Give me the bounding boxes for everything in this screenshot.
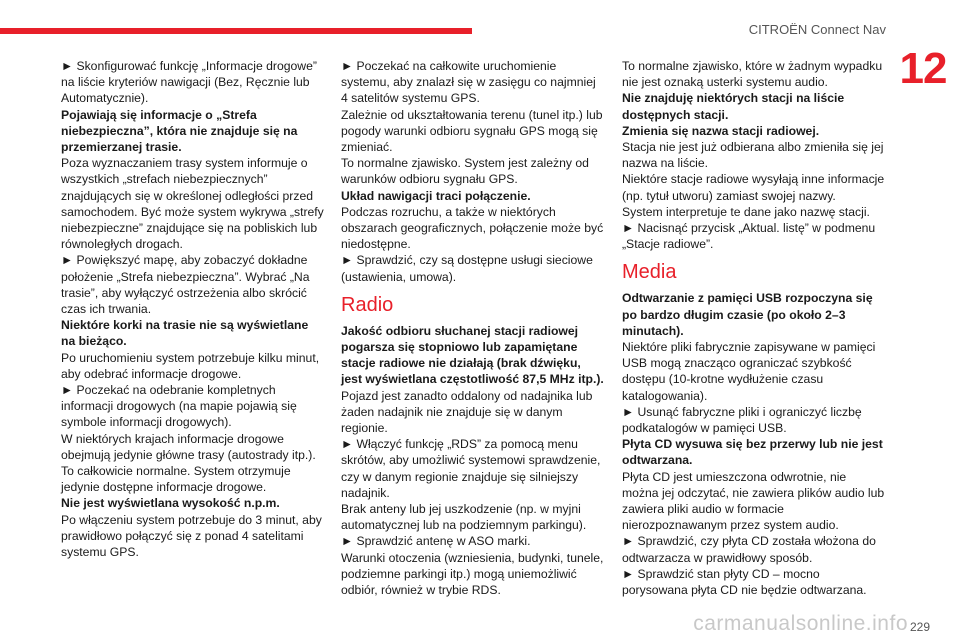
bold-heading-paragraph: Płyta CD wysuwa się bez przerwy lub nie jest odtwarzana. [622,437,883,468]
page-number: 229 [909,620,930,634]
section-heading-radio: Radio [341,293,394,316]
body-paragraph: ► Poczekać na odebranie kompletnych informacji drogowych (na mapie pojawią się symbole informacji drogowych). [61,383,297,430]
bold-heading-paragraph: Jakość odbioru słuchanej stacji radiowej pogarsza się stopniowo lub zapamiętane stacje radiowe nie działają (brak dźwięku, jest wyświetlana częstotliwość 87,5 MHz itp.). [341,323,604,387]
body-paragraph: To normalne zjawisko. System jest zależny od warunków odbioru sygnału GPS. [341,156,589,187]
watermark-text: carmanualsonline.info [693,612,908,635]
body-paragraph: Poza wyznaczaniem trasy system informuje o wszystkich „strefach niebezpiecznych” znajdujących się w określonej odległości przed samochodem. Być może system wykrywa „strefy niebezpieczne” znajdujące się na pobliskich lub równoległych drogach. [61,156,324,252]
body-paragraph: To normalne zjawisko, które w żadnym wypadku nie jest oznaką usterki systemu audio. [622,59,883,90]
bold-heading-paragraph: Odtwarzanie z pamięci USB rozpoczyna się po bardzo długim czasie (po około 2–3 minutach). [622,291,873,338]
body-paragraph: Stacja nie jest już odbierana albo zmieniła się jej nazwa na liście. [622,140,884,171]
body-paragraph: System interpretuje te dane jako nazwę stacji. [622,204,870,219]
body-paragraph: ► Włączyć funkcję „RDS” za pomocą menu skrótów, aby umożliwić systemowi sprawdzenie, czy w danym regionie znajduje się silniejszy nadajnik. [341,437,601,500]
body-paragraph: ► Sprawdzić antenę w ASO marki. [341,534,531,549]
bold-heading-paragraph: Układ nawigacji traci połączenie. [341,188,531,203]
column1-paragraphs [61,58,325,560]
body-paragraph: W niektórych krajach informacje drogowe obejmują jedynie główne trasy (autostrady itp.). [61,431,316,462]
body-paragraph: ► Sprawdzić stan płyty CD – mocno porysowana płyta CD nie będzie odtwarzana. [622,566,867,598]
text-column-3 [622,58,886,598]
body-paragraph: ► Skonfigurować funkcję „Informacje drogowe” na liście kryteriów nawigacji (Bez, Ręcznie lub Automatycznie). [61,59,317,106]
section-heading-media: Media [622,261,677,284]
body-paragraph: Brak anteny lub jej uszkodzenie (np. w myjni automatycznej lub na podziemnym parkingu). [341,502,587,533]
body-paragraph: Warunki otoczenia (wzniesienia, budynki, tunele, podziemne parkingi itp.) mogą uniemożliwić odbiór, również w trybie RDS. [341,550,604,598]
body-paragraph: ► Sprawdzić, czy płyta CD została włożona do odtwarzacza w prawidłowy sposób. [622,534,876,565]
body-paragraph: Płyta CD jest umieszczona odwrotnie, nie można jej odczytać, nie zawiera plików audio lub zawiera pliki audio w formacie nierozpoznawanym przez system audio. [622,469,885,533]
header-accent-bar [0,28,472,34]
body-paragraph: ► Sprawdzić, czy są dostępne usługi sieciowe (ustawienia, umowa). [341,253,593,284]
body-paragraph: Niektóre pliki fabrycznie zapisywane w pamięci USB mogą znacząco ograniczać szybkość dostępu (10-krotne wydłużenie czasu katalogowania). [622,340,876,403]
bold-heading-paragraph: Pojawiają się informacje o „Strefa niebezpieczna”, która nie znajduje się na przemierzanej trasie. [61,107,298,155]
body-paragraph: Pojazd jest zanadto oddalony od nadajnika lub żaden nadajnik nie znajduje się w danym regionie. [341,388,593,436]
column3-paragraphs-b [622,290,886,598]
bold-heading-paragraph: Nie jest wyświetlana wysokość n.p.m. [61,496,280,511]
body-paragraph: Po włączeniu system potrzebuje do 3 minut, aby prawidłowo połączyć się z ponad 4 satelitami systemu GPS. [61,512,322,560]
page-header-title: CITROËN Connect Nav [748,22,886,37]
body-paragraph: To całkowicie normalne. System otrzymuje jedynie dostępne informacje drogowe. [61,464,291,495]
body-paragraph: ► Poczekać na całkowite uruchomienie systemu, aby znalazł się w zasięgu co najmniej 4 satelitów systemu GPS. [341,59,596,106]
column3-paragraphs-a [622,58,886,252]
text-column-2 [341,58,605,598]
body-paragraph: Po uruchomieniu system potrzebuje kilku minut, aby odebrać informacje drogowe. [61,350,320,381]
bold-heading-paragraph: Niektóre korki na trasie nie są wyświetlane na bieżąco. [61,318,309,349]
body-paragraph: ► Powiększyć mapę, aby zobaczyć dokładne położenie „Strefa niebezpieczna”. Wybrać „Na trasie”, aby wyłączyć ostrzeżenia albo skrócić czas ich trwania. [61,253,310,317]
body-paragraph: Zależnie od ukształtowania terenu (tunel itp.) lub pogody warunki odbioru sygnału GPS mogą się zmieniać. [341,107,603,155]
chapter-number: 12 [886,40,960,98]
body-paragraph: ► Usunąć fabryczne pliki i ograniczyć liczbę podkatalogów w pamięci USB. [622,404,862,436]
text-column-1 [61,58,325,560]
bold-heading-paragraph: Nie znajduję niektórych stacji na liście dostępnych stacji. [622,91,845,122]
body-paragraph: Niektóre stacje radiowe wysyłają inne informacje (np. tytuł utworu) zamiast swojej nazwy. [622,172,885,203]
column2-paragraphs-a [341,58,605,285]
body-paragraph: Podczas rozruchu, a także w niektórych obszarach geograficznych, połączenie może być niedostępne. [341,204,604,252]
body-paragraph: ► Nacisnąć przycisk „Aktual. listę” w podmenu „Stacje radiowe”. [622,221,876,252]
column2-paragraphs-b [341,323,605,598]
bold-heading-paragraph: Zmienia się nazwa stacji radiowej. [622,123,820,138]
